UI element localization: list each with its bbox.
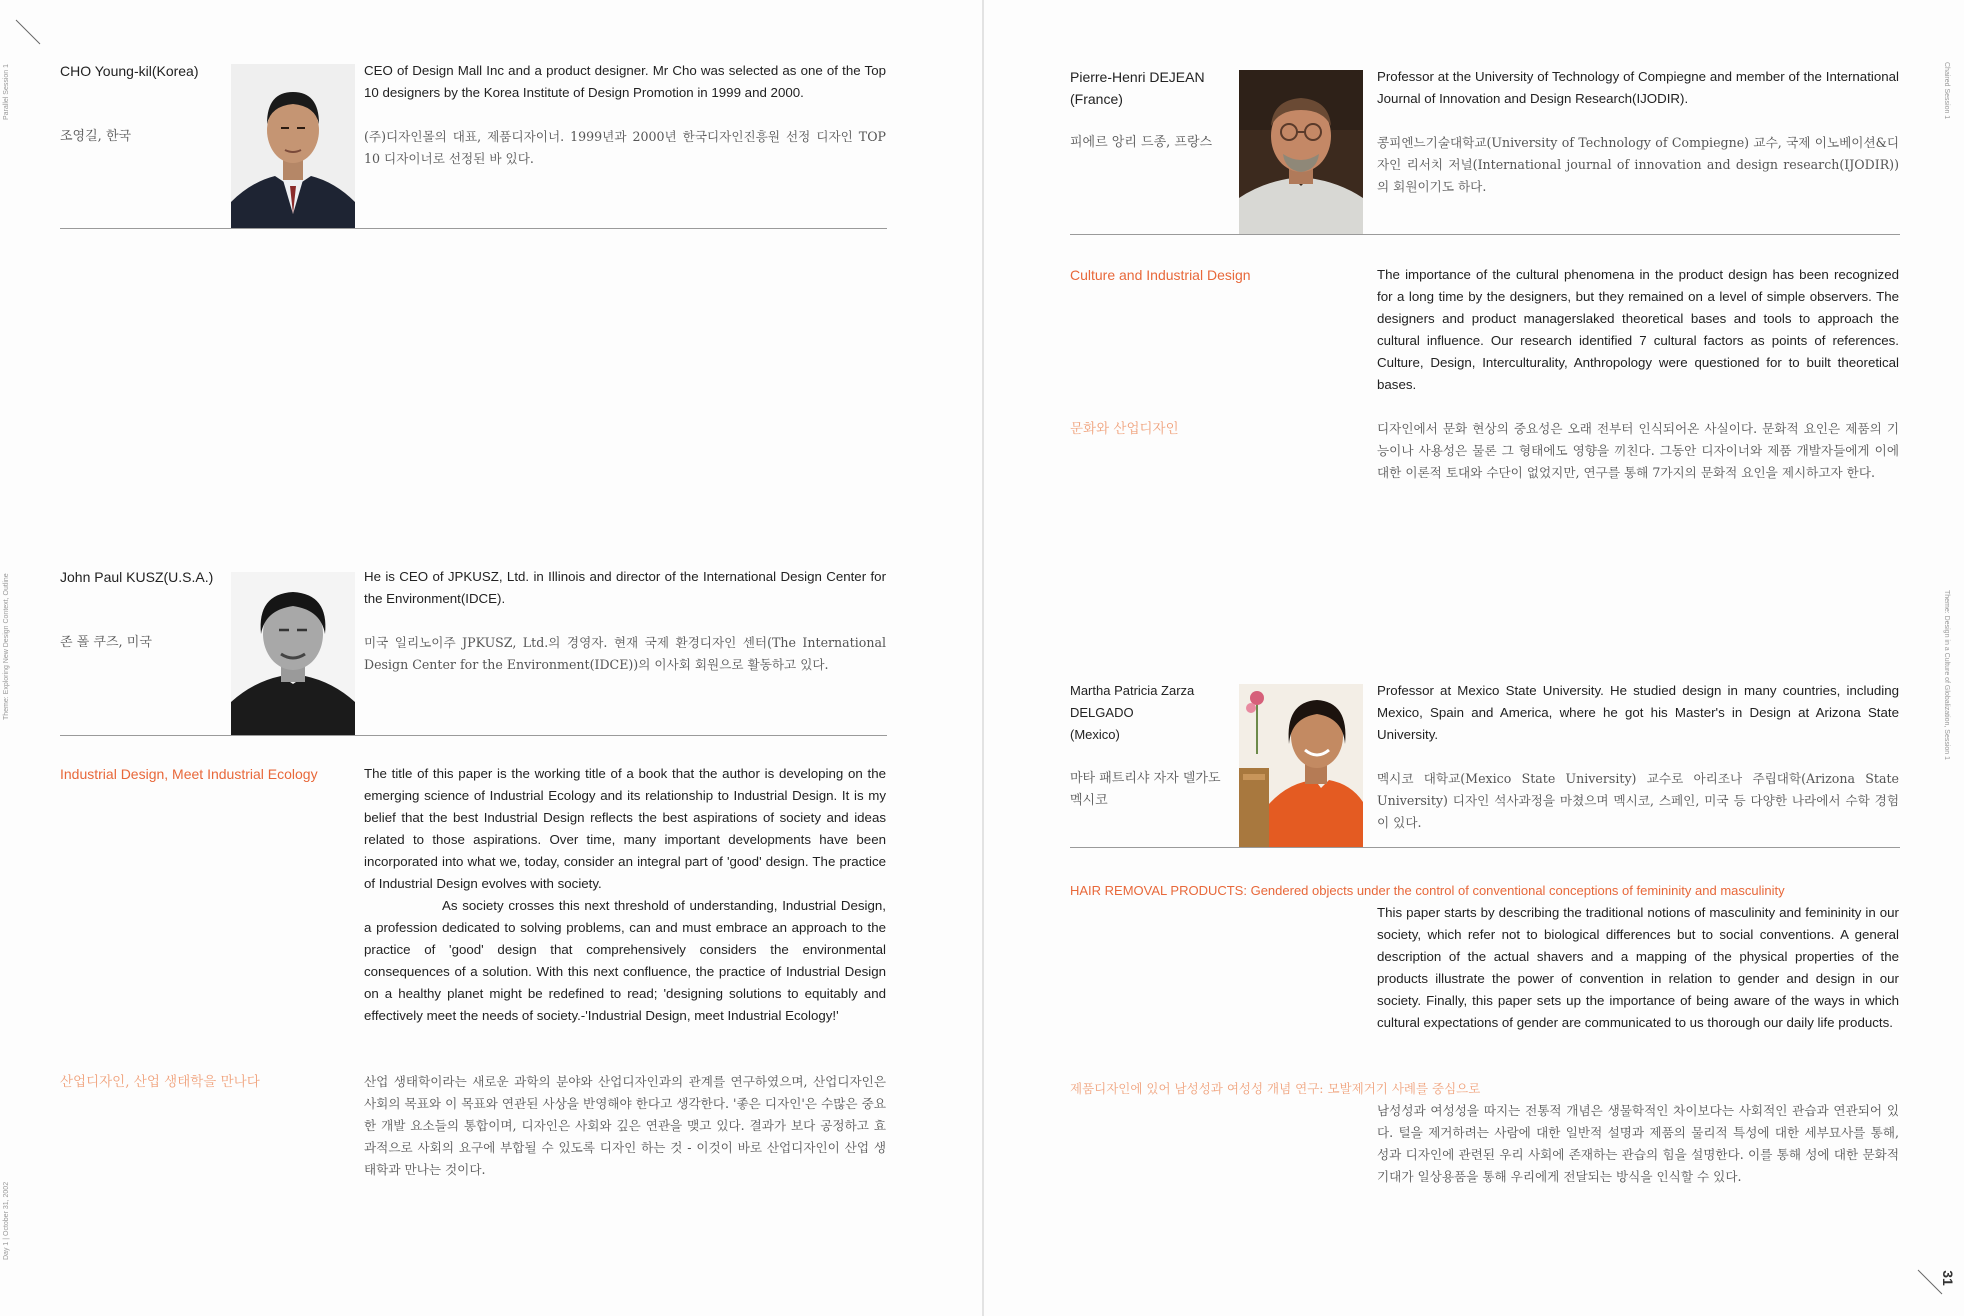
paper-abstract-korean: 산업 생태학이라는 새로운 과학의 분야와 산업디자인과의 관계를 연구하였으며, 산업디자인은 사회의 목표와 이 목표와 연관된 사상을 반영해야 한다고 생각한다. '좋은 디자인'은 수많은 중요한 개발 요소들의 통합이며, 디자인은 사회와 깊은 연관을 맺고 있다. 결과가 보다 공정하고 효과적으로 사회의 요구에 부합될 수 있도록 디자인 하는 것 - 이것이 바로 산업디자인이 산업 생태학과 만나는 것이다. xyxy=(364,1074,886,1177)
margin-note-top: Parallel Session 1 xyxy=(3,63,10,120)
paper-title: Culture and Industrial Design xyxy=(1070,267,1251,283)
speaker-bio: Professor at the University of Technology of Compiegne and member of the International Journal of Innovation and Design Research(IJODIR). xyxy=(1377,69,1899,106)
speaker-bio: Professor at Mexico State University. He studied design in many countries, including Mexico, Spain and America, where he got his Master's in Design at Arizona State University. xyxy=(1377,683,1899,742)
paper-title-korean: 제품디자인에 있어 남성성과 여성성 개념 연구: 모발제거기 사례를 중심으로 xyxy=(1070,1081,1481,1096)
speaker-name-korean: 존 폴 쿠즈, 미국 xyxy=(60,635,152,650)
paper-title-korean: 산업디자인, 산업 생태학을 만나다 xyxy=(60,1074,260,1090)
margin-note-middle: Theme: Exploring New Design Context, Outline xyxy=(3,573,10,720)
speaker-name xyxy=(1070,66,1220,110)
section-divider xyxy=(60,735,887,736)
margin-note-middle: Theme: Design in a Culture of Globalization, Session 1 xyxy=(1943,590,1950,761)
speaker-bio: He is CEO of JPKUSZ, Ltd. in Illinois and director of the International Design Center for the Environment(IDCE). xyxy=(364,569,886,606)
abstract-paragraph: The title of this paper is the working title of a book that the author is developing on the emerging science of Industrial Ecology and its relationship to Industrial Design. It is my belief that the best Industrial Design reflects the best aspirations of society and ideas related to those aspirations. Over time, many important developments have been incorporated into what we, today, consider an integral part of 'good' design. The practice of Industrial Design evolves with society. xyxy=(364,766,886,891)
section-divider xyxy=(1070,847,1900,848)
page-number: 31 xyxy=(1939,1270,1956,1286)
paper-title: Industrial Design, Meet Industrial Ecology xyxy=(60,766,318,782)
speaker-name-korean-line: 마타 패트리샤 자자 델가도 xyxy=(1070,771,1221,786)
paper-abstract xyxy=(364,763,886,1027)
paper-title-korean: 문화와 산업디자인 xyxy=(1070,421,1179,437)
right-page xyxy=(984,0,1964,1316)
corner-slash-mark xyxy=(14,18,42,46)
speaker-photo xyxy=(231,64,355,228)
speaker-bio-korean: 미국 일리노이주 JPKUSZ, Ltd.의 경영자. 현재 국제 환경디자인 센터(The International Design Center for the Environment(IDCE))의 이사회 회원으로 활동하고 있다. xyxy=(364,635,886,672)
speaker-name-korean xyxy=(1070,768,1250,812)
speaker-bio: CEO of Design Mall Inc and a product designer. Mr Cho was selected as one of the Top 10 designers by the Korea Institute of Design Promotion in 1999 and 2000. xyxy=(364,63,886,100)
paper-abstract: The importance of the cultural phenomena in the product design has been recognized for a long time by the designers, but they remained on a level of simple observers. The designers and product managerslaked theoretical bases and tools to approach the cultural influence. Our research identified 7 cultural factors as points of references. Culture, Design, Interculturality, Anthropology were questioned for to built theoretical bases. xyxy=(1377,267,1899,392)
speaker-name-korean: 피에르 앙리 드종, 프랑스 xyxy=(1070,135,1213,150)
paper-title: HAIR REMOVAL PRODUCTS: Gendered objects under the control of conventional conceptions of femininity and masculinity xyxy=(1070,883,1785,898)
speaker-bio-korean: (주)디자인몰의 대표, 제품디자이너. 1999년과 2000년 한국디자인진흥원 선정 디자인 TOP 10 디자이너로 선정된 바 있다. xyxy=(364,129,886,166)
speaker-name-line: Pierre-Henri DEJEAN xyxy=(1070,69,1205,85)
paper-abstract-korean: 남성성과 여성성을 따지는 전통적 개념은 생물학적인 차이보다는 사회적인 관습과 연관되어 있다. 털을 제거하려는 사람에 대한 일반적 설명과 제품의 물리적 특성에 대한 세부묘사를 통해, 성과 디자인에 관련된 우리 사회에 존재하는 관습의 힘을 설명한다. 이를 통해 성에 대한 문화적 기대가 일상용품을 통해 우리에게 전달되는 방식을 인식할 수 있다. xyxy=(1377,1103,1899,1184)
speaker-photo xyxy=(1239,684,1363,847)
speaker-name: CHO Young-kil(Korea) xyxy=(60,63,199,79)
abstract-paragraph: As society crosses this next threshold of understanding, Industrial Design, a profession dedicated to solving problems, can and must embrace an approach to the practice of 'good' design that comprehensively considers the environmental consequences of a solution. With this next confluence, the practice of Industrial Design on a healthy planet might be redefined to read; 'designing solutions to equitably and effectively meet the needs of society.-'Industrial Design, meet Industrial Ecology!' xyxy=(364,898,886,1023)
speaker-bio-korean: 멕시코 대학교(Mexico State University) 교수로 아리조나 주립대학(Arizona State University) 디자인 석사과정을 마쳤으며 멕시코, 스페인, 미국 등 다양한 나라에서 수학 경험이 있다. xyxy=(1377,771,1899,830)
speaker-country: (Mexico) xyxy=(1070,727,1120,742)
speaker-photo xyxy=(231,572,355,735)
margin-note-bottom: Day 1 | October 31, 2002 xyxy=(3,1181,10,1260)
section-divider xyxy=(1070,234,1900,235)
speaker-name-korean: 조영길, 한국 xyxy=(60,129,132,144)
paper-abstract-korean: 디자인에서 문화 현상의 중요성은 오래 전부터 인식되어온 사실이다. 문화적 요인은 제품의 기능이나 사용성은 물론 그 형태에도 영향을 끼친다. 그동안 디자이너와 제품 개발자들에게 이에 대한 이론적 토대와 수단이 없었지만, 연구를 통해 7가지의 문화적 요인을 제시하고자 한다. xyxy=(1377,421,1899,480)
speaker-country-korean: 멕시코 xyxy=(1070,793,1108,808)
margin-note-top: Chaired Session 1 xyxy=(1943,62,1950,120)
speaker-name-line: Martha Patricia Zarza DELGADO xyxy=(1070,683,1195,720)
paper-abstract: This paper starts by describing the traditional notions of masculinity and femininity in our society, which refer not to biological differences but to social conventions. A general description of the actual shavers and a mapping of the physical properties of the products illustrate the power of convention in relation to gender and design in our society. Finally, this paper sets up the importance of being aware of the ways in which cultural expectations of gender are communicated to us thorough our daily life products. xyxy=(1377,905,1899,1030)
speaker-name: John Paul KUSZ(U.S.A.) xyxy=(60,569,214,585)
speaker-name xyxy=(1070,680,1260,746)
speaker-country: (France) xyxy=(1070,91,1123,107)
speaker-bio-korean: 콩피엔느기술대학교(University of Technology of Compiegne) 교수, 국제 이노베이션&디자인 리서치 저널(International journal of innovation and design research(IJODIR))의 회원이기도 하다. xyxy=(1377,135,1899,194)
speaker-photo xyxy=(1239,70,1363,234)
section-divider xyxy=(60,228,887,229)
